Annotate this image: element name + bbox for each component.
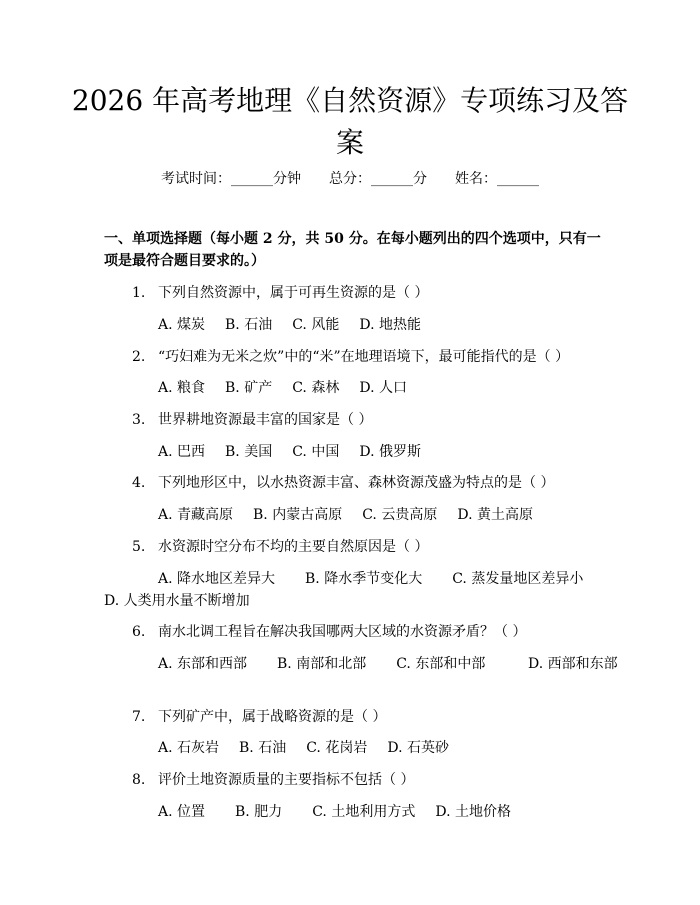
question-5-option-d: D. 人类用水量不断增加 [104,593,250,609]
question-number: 4. [132,475,146,491]
question-text: 评价土地资源质量的主要指标不包括（ ） [158,772,415,788]
question-number: 5. [132,539,146,555]
option-d: D. 俄罗斯 [359,444,421,460]
question-7-options [158,737,469,757]
option-a: A. 青藏高原 [158,507,234,523]
question-1-options [158,314,441,334]
question-3-options [158,441,441,461]
question-text: 水资源时空分布不均的主要自然原因是（ ） [158,539,429,555]
question-3 [132,409,612,429]
option-d: D. 地热能 [359,317,421,333]
option-b: B. 美国 [225,444,273,460]
option-c: C. 中国 [292,444,340,460]
option-a: A. 位置 [158,804,206,820]
option-b: B. 南部和北部 [277,656,367,672]
option-b: B. 降水季节变化大 [305,571,423,587]
exam-info-line [0,168,700,188]
question-number: 8. [132,772,146,788]
question-number: 6. [132,624,146,640]
title-line-2: 案 [335,126,364,159]
question-6 [132,621,612,641]
option-c: C. 土地利用方式 [312,804,416,820]
option-c: C. 风能 [292,317,340,333]
question-8 [132,769,612,789]
question-6-options [158,653,515,673]
question-text: 下列地形区中，以水热资源丰富、森林资源茂盛为特点的是（ ） [158,475,555,491]
question-text: 世界耕地资源最丰富的国家是（ ） [158,412,373,428]
question-8-options [158,801,531,821]
exam-title [60,80,640,164]
question-text: “巧妇难为无米之炊”中的“米”在地理语境下，最可能指代的是（ ） [158,349,570,365]
option-a: A. 降水地区差异大 [158,571,276,587]
option-a: A. 粮食 [158,380,206,396]
exam-time: 考试时间：______分钟 [161,171,301,187]
question-number: 3. [132,412,146,428]
title-line-1: 2026 年高考地理《自然资源》专项练习及答 [71,84,629,117]
option-c: C. 东部和中部 [396,656,486,672]
option-b: B. 石油 [239,740,287,756]
section-heading: 一、单项选择题（每小题 2 分，共 50 分。在每小题列出的四个选项中，只有一项是最符合题目要求的。） [104,231,601,269]
option-d: D. 黄土高原 [457,507,533,523]
question-7 [132,706,612,726]
option-d: D. 土地价格 [435,804,511,820]
option-b: B. 内蒙古高原 [253,507,343,523]
option-a: A. 东部和西部 [158,656,248,672]
question-number: 2. [132,349,146,365]
option-c: C. 花岗岩 [306,740,368,756]
option-a: A. 石灰岩 [158,740,220,756]
question-5 [132,536,612,556]
option-c: C. 蒸发量地区差异小 [452,571,584,587]
question-2 [132,346,612,366]
option-b: B. 肥力 [235,804,283,820]
option-d: D. 人口 [359,380,407,396]
option-c: C. 云贵高原 [362,507,438,523]
question-6-option-d: D. 西部和东部 [528,656,618,672]
student-name: 姓名：______ [455,171,539,187]
question-5-options [158,568,603,588]
question-1 [132,282,612,302]
total-score: 总分：______分 [329,171,427,187]
option-b: B. 石油 [225,317,273,333]
question-text: 下列矿产中，属于战略资源的是（ ） [158,709,387,725]
option-d: D. 石英砂 [387,740,449,756]
question-2-options [158,377,427,397]
question-text: 南水北调工程旨在解决我国哪两大区域的水资源矛盾？（ ） [158,624,527,640]
option-a: A. 煤炭 [158,317,206,333]
question-text: 下列自然资源中，属于可再生资源的是（ ） [158,285,429,301]
option-c: C. 森林 [292,380,340,396]
question-number: 1. [132,285,146,301]
question-4 [132,472,612,492]
question-number: 7. [132,709,146,725]
option-a: A. 巴西 [158,444,206,460]
question-4-options [158,504,553,524]
option-b: B. 矿产 [225,380,273,396]
